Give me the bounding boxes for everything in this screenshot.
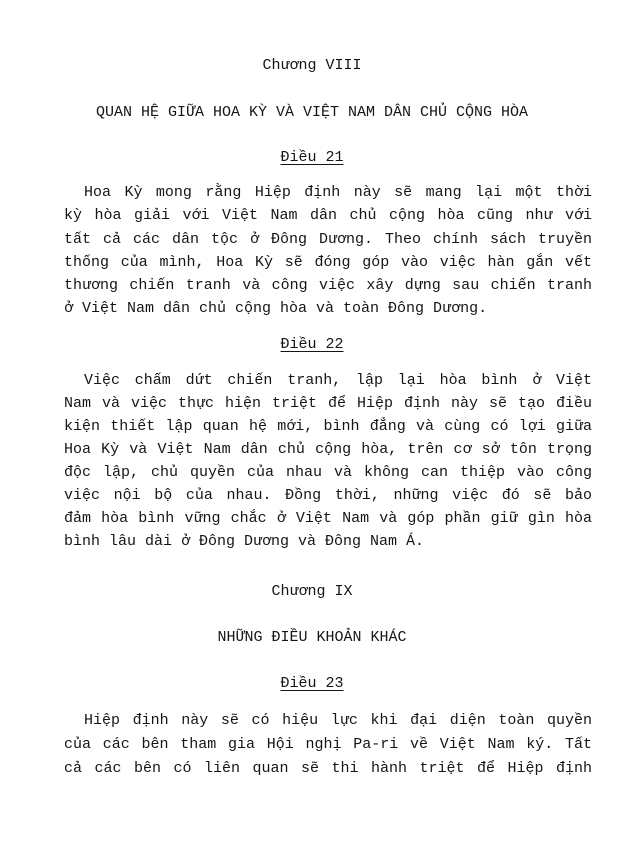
text-line: Việc chấm dứt chiến tranh, lập lại hòa bình ở Việt — [84, 372, 592, 389]
text-line: độc lập, chủ quyền của nhau và không can thiệp vào công — [64, 464, 592, 481]
article-heading: Điều 21 — [280, 149, 344, 166]
text-line: Hoa Kỳ mong rằng Hiệp định này sẽ mang lại một thời — [84, 184, 592, 201]
article-heading: Điều 22 — [280, 336, 344, 353]
text-line: bình lâu dài ở Đông Dương và Đông Nam Á. — [64, 533, 425, 550]
text-line: cả các bên có liên quan sẽ thi hành triệt để Hiệp định — [64, 760, 592, 777]
text-line: kỳ hòa giải với Việt Nam dân chủ cộng hòa cũng như với — [64, 207, 592, 224]
text-line: đảm hòa bình vững chắc ở Việt Nam và góp phần giữ gìn hòa — [64, 510, 592, 527]
text-line: thống của mình, Hoa Kỳ sẽ đóng góp vào việc hàn gắn vết — [64, 254, 592, 271]
chapter-heading: Chương IX — [271, 583, 353, 600]
text-line: Hiệp định này sẽ có hiệu lực khi đại diện toàn quyền — [84, 712, 592, 729]
text-line: việc nội bộ của nhau. Đồng thời, những việc đó sẽ bảo — [64, 487, 592, 504]
text-line: ở Việt Nam dân chủ cộng hòa và toàn Đông Dương. — [64, 300, 488, 317]
text-line: thương chiến tranh và công việc xây dựng sau chiến tranh — [64, 277, 592, 294]
text-line: Nam và việc thực hiện triệt để Hiệp định này sẽ tạo điều — [64, 395, 592, 412]
text-line: Hoa Kỳ và Việt Nam dân chủ cộng hòa, trên cơ sở tôn trọng — [64, 441, 592, 458]
chapter-heading: Chương VIII — [262, 57, 362, 74]
text-line: của các bên tham gia Hội nghị Pa-ri về Việt Nam ký. Tất — [64, 736, 592, 753]
text-line: kiện thiết lập quan hệ mới, bình đẳng và cùng có lợi giữa — [64, 418, 592, 435]
chapter-title: NHỮNG ĐIỀU KHOẢN KHÁC — [217, 629, 407, 646]
chapter-title: QUAN HỆ GIỮA HOA KỲ VÀ VIỆT NAM DÂN CHỦ CỘNG HÒA — [95, 104, 529, 121]
text-line: tất cả các dân tộc ở Đông Dương. Theo chính sách truyền — [64, 231, 592, 248]
article-heading: Điều 23 — [280, 675, 344, 692]
